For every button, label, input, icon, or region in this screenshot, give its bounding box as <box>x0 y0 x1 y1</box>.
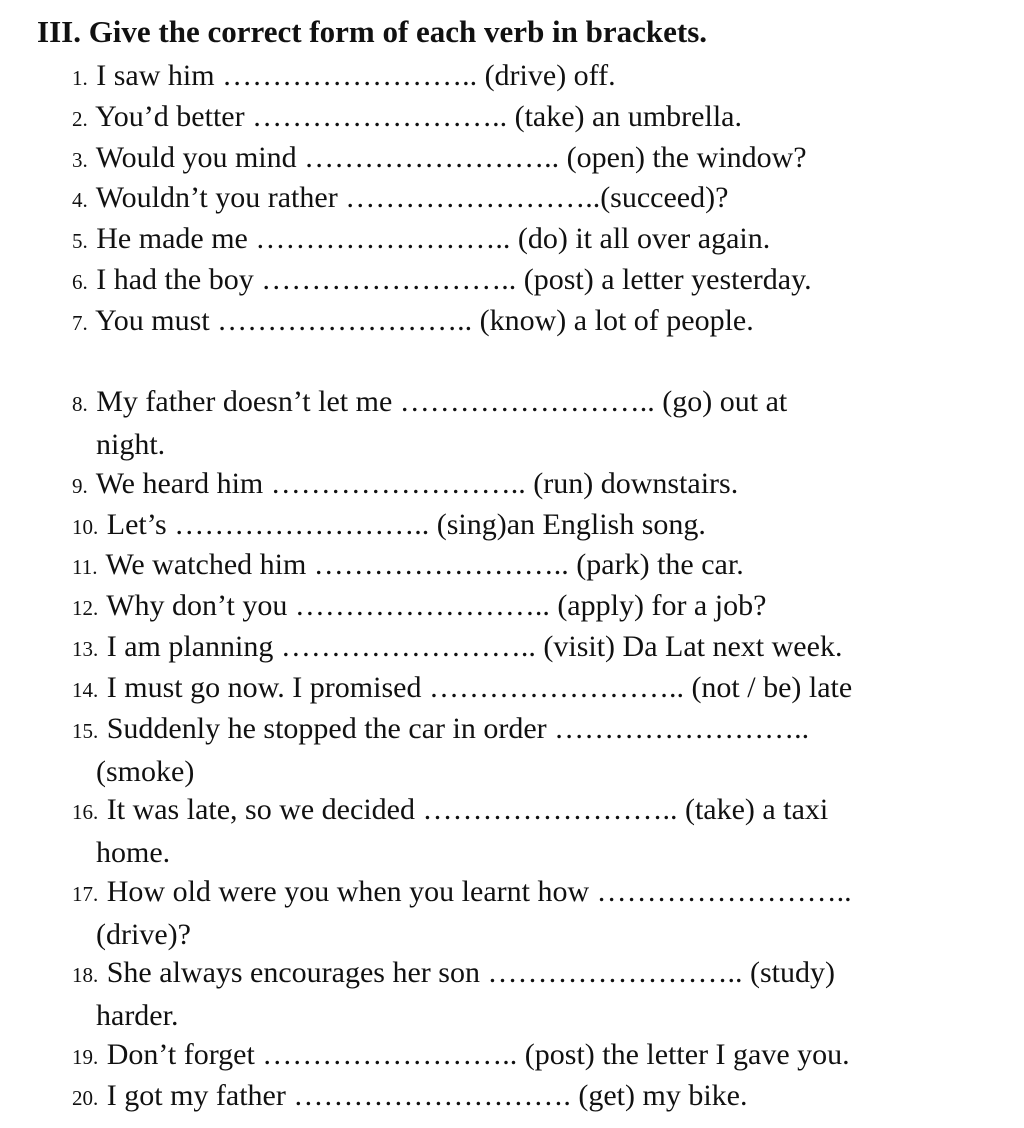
item-text-continued: night. <box>96 427 166 461</box>
item-number: 16. <box>72 800 99 824</box>
item-text-continued: home. <box>96 835 171 869</box>
item-number: 9. <box>72 474 88 498</box>
item-text: Don’t forget …………………….. (post) the letter I gave you. <box>106 1038 850 1071</box>
item-number: 14. <box>72 678 99 702</box>
item-text: I got my father ………………………. (get) my bike. <box>106 1079 748 1112</box>
exercise-item <box>72 709 992 792</box>
exercise-item <box>72 56 992 99</box>
item-number: 15. <box>72 719 99 743</box>
item-text: Would you mind …………………….. (open) the window? <box>95 141 807 174</box>
item-text: He made me …………………….. (do) it all over again. <box>96 222 771 255</box>
item-number: 6. <box>72 270 88 294</box>
exercise-item <box>72 627 992 670</box>
item-text: You must …………………….. (know) a lot of people. <box>95 304 754 337</box>
exercise-item <box>72 97 992 140</box>
item-number: 3. <box>72 148 88 172</box>
exercise-item <box>72 668 992 711</box>
item-text: My father doesn’t let me …………………….. (go) out at <box>96 385 788 418</box>
item-text-continued: (drive)? <box>96 917 191 951</box>
item-text: We watched him …………………….. (park) the car. <box>105 548 744 581</box>
exercise-item <box>72 1076 992 1119</box>
exercise-item <box>72 545 992 588</box>
item-number: 12. <box>72 596 99 620</box>
item-number: 8. <box>72 392 88 416</box>
item-text: Wouldn’t you rather ……………………..(succeed)? <box>95 181 729 214</box>
exercise-item <box>72 953 992 1036</box>
item-text: We heard him …………………….. (run) downstairs. <box>95 467 739 500</box>
exercise-heading: III. Give the correct form of each verb in brackets. <box>37 14 708 49</box>
item-number: 17. <box>72 882 99 906</box>
item-text: I saw him …………………….. (drive) off. <box>96 59 616 92</box>
exercise-item <box>72 1035 992 1078</box>
item-text: I must go now. I promised …………………….. (not / be) late <box>106 671 853 704</box>
exercise-item <box>72 872 992 955</box>
exercise-item <box>72 301 992 344</box>
exercise-item <box>72 138 992 181</box>
item-text: It was late, so we decided …………………….. (take) a taxi <box>106 793 829 826</box>
exercise-item <box>72 505 992 548</box>
item-number: 2. <box>72 107 88 131</box>
item-text-continued: harder. <box>96 998 179 1032</box>
item-number: 10. <box>72 515 99 539</box>
item-text-continued: (smoke) <box>96 754 195 788</box>
item-number: 5. <box>72 229 88 253</box>
item-text: How old were you when you learnt how …………………….. <box>106 875 852 908</box>
item-number: 13. <box>72 637 99 661</box>
item-text: Why don’t you …………………….. (apply) for a job? <box>106 589 767 622</box>
item-text: Let’s …………………….. (sing)an English song. <box>106 508 706 541</box>
item-number: 18. <box>72 963 99 987</box>
exercise-item <box>72 178 992 221</box>
item-text: Suddenly he stopped the car in order …………………….. <box>106 712 810 745</box>
exercise-item <box>72 790 992 873</box>
exercise-item <box>72 219 992 262</box>
item-number: 19. <box>72 1045 99 1069</box>
item-number: 1. <box>72 66 88 90</box>
item-text: I had the boy …………………….. (post) a letter yesterday. <box>96 263 812 296</box>
exercise-item <box>72 586 992 629</box>
item-number: 7. <box>72 311 88 335</box>
item-text: You’d better …………………….. (take) an umbrella. <box>95 100 742 133</box>
item-number: 11. <box>72 555 98 579</box>
item-text: I am planning …………………….. (visit) Da Lat next week. <box>106 630 843 663</box>
exercise-item <box>72 260 992 303</box>
item-number: 4. <box>72 188 88 212</box>
exercise-item <box>72 382 992 465</box>
item-number: 20. <box>72 1086 99 1110</box>
item-text: She always encourages her son …………………….. (study) <box>106 956 835 989</box>
exercise-item <box>72 464 992 507</box>
